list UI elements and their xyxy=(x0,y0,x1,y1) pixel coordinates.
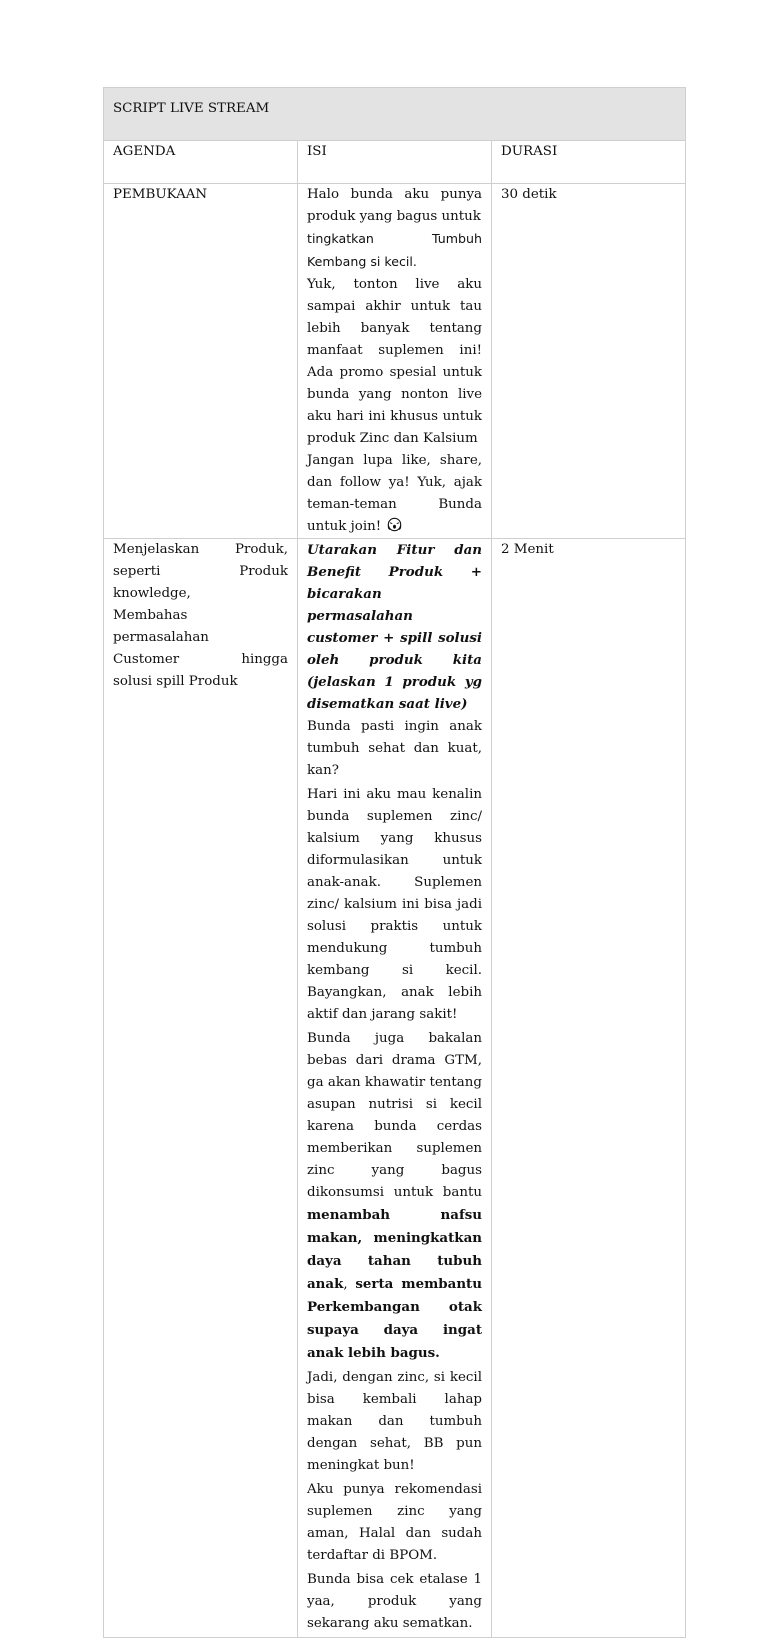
isi-paragraph xyxy=(307,450,482,538)
isi-paragraph: Aku punya rekomendasi suplemen zinc yang aman, Halal dan sudah terdaftar di BPOM. xyxy=(307,1482,482,1563)
title-row xyxy=(104,88,686,141)
isi-text: Jangan lupa like, share, dan follow ya! Yuk, ajak teman-teman Bunda untuk join! xyxy=(307,453,482,534)
agenda-word: Produk xyxy=(239,564,288,579)
agenda-line: solusi spill Produk xyxy=(113,674,238,689)
agenda-text xyxy=(113,539,288,693)
agenda-word: Menjelaskan xyxy=(113,542,200,557)
isi-bold-text: serta membantu Perkembangan otak supaya daya ingat anak lebih bagus. xyxy=(307,1276,482,1361)
agenda-line: permasalahan xyxy=(113,630,209,645)
isi-text: Bunda juga bakalan bebas dari drama GTM, ga akan khawatir tentang asupan nutrisi si kecil karena bunda cerdas memberikan suplemen zinc yang bagus dikonsumsi untuk bantu xyxy=(307,1031,482,1200)
agenda-word: Produk, xyxy=(234,542,288,557)
agenda-text: PEMBUKAAN xyxy=(113,187,208,202)
face-screaming-icon xyxy=(387,517,402,532)
header-agenda: AGENDA xyxy=(104,141,298,184)
agenda-word: Customer xyxy=(113,652,180,667)
agenda-line: knowledge, xyxy=(113,586,191,601)
agenda-line xyxy=(113,539,288,561)
durasi-text: 30 detik xyxy=(501,187,557,202)
isi-instruction: Utarakan Fitur dan Benefit Produk + bicarakan permasalahan customer + spill solusi oleh produk kita (jelaskan 1 produk yg disematkan saat live) xyxy=(307,542,482,712)
agenda-line xyxy=(113,649,288,671)
isi-paragraph xyxy=(307,184,482,274)
agenda-cell xyxy=(104,184,298,539)
header-row xyxy=(104,141,686,184)
isi-cell xyxy=(298,539,492,1638)
durasi-cell xyxy=(492,539,686,1638)
header-durasi: DURASI xyxy=(492,141,686,184)
script-table xyxy=(103,87,686,1638)
agenda-line xyxy=(113,561,288,583)
agenda-word: hingga xyxy=(241,652,288,667)
isi-paragraph: Yuk, tonton live aku sampai akhir untuk tau lebih banyak tentang manfaat suplemen ini! Ada promo spesial untuk bunda yang nonton live aku hari ini khusus untuk produk Zinc dan Kalsium xyxy=(307,277,482,446)
isi-paragraph: Jadi, dengan zinc, si kecil bisa kembali lahap makan dan tumbuh dengan sehat, BB pun meningkat bun! xyxy=(307,1370,482,1473)
isi-paragraph: Bunda pasti ingin anak tumbuh sehat dan kuat, kan? xyxy=(307,719,482,778)
isi-line: tingkatkan Tumbuh Kembang si kecil. xyxy=(307,231,482,269)
isi-paragraph: Bunda bisa cek etalase 1 yaa, produk yang sekarang aku sematkan. xyxy=(307,1572,482,1631)
durasi-cell xyxy=(492,184,686,539)
agenda-cell xyxy=(104,539,298,1638)
isi-paragraph xyxy=(307,1028,482,1365)
isi-line: Halo bunda aku punya produk yang bagus untuk xyxy=(307,187,482,224)
isi-cell xyxy=(298,184,492,539)
agenda-word: seperti xyxy=(113,564,161,579)
agenda-line: Membahas xyxy=(113,608,188,623)
isi-paragraph: Hari ini aku mau kenalin bunda suplemen zinc/ kalsium yang khusus diformulasikan untuk anak-anak. Suplemen zinc/ kalsium ini bisa jadi solusi praktis untuk mendukung tumbuh kembang si kecil. Bayangkan, anak lebih aktif dan jarang sakit! xyxy=(307,787,482,1022)
isi-text: , xyxy=(343,1277,348,1292)
table-row xyxy=(104,184,686,539)
table-row xyxy=(104,539,686,1638)
table-title: SCRIPT LIVE STREAM xyxy=(104,88,686,141)
durasi-text: 2 Menit xyxy=(501,542,554,557)
header-isi: ISI xyxy=(298,141,492,184)
isi-bold-text: menambah nafsu makan, meningkatkan daya tahan tubuh anak xyxy=(307,1207,482,1292)
